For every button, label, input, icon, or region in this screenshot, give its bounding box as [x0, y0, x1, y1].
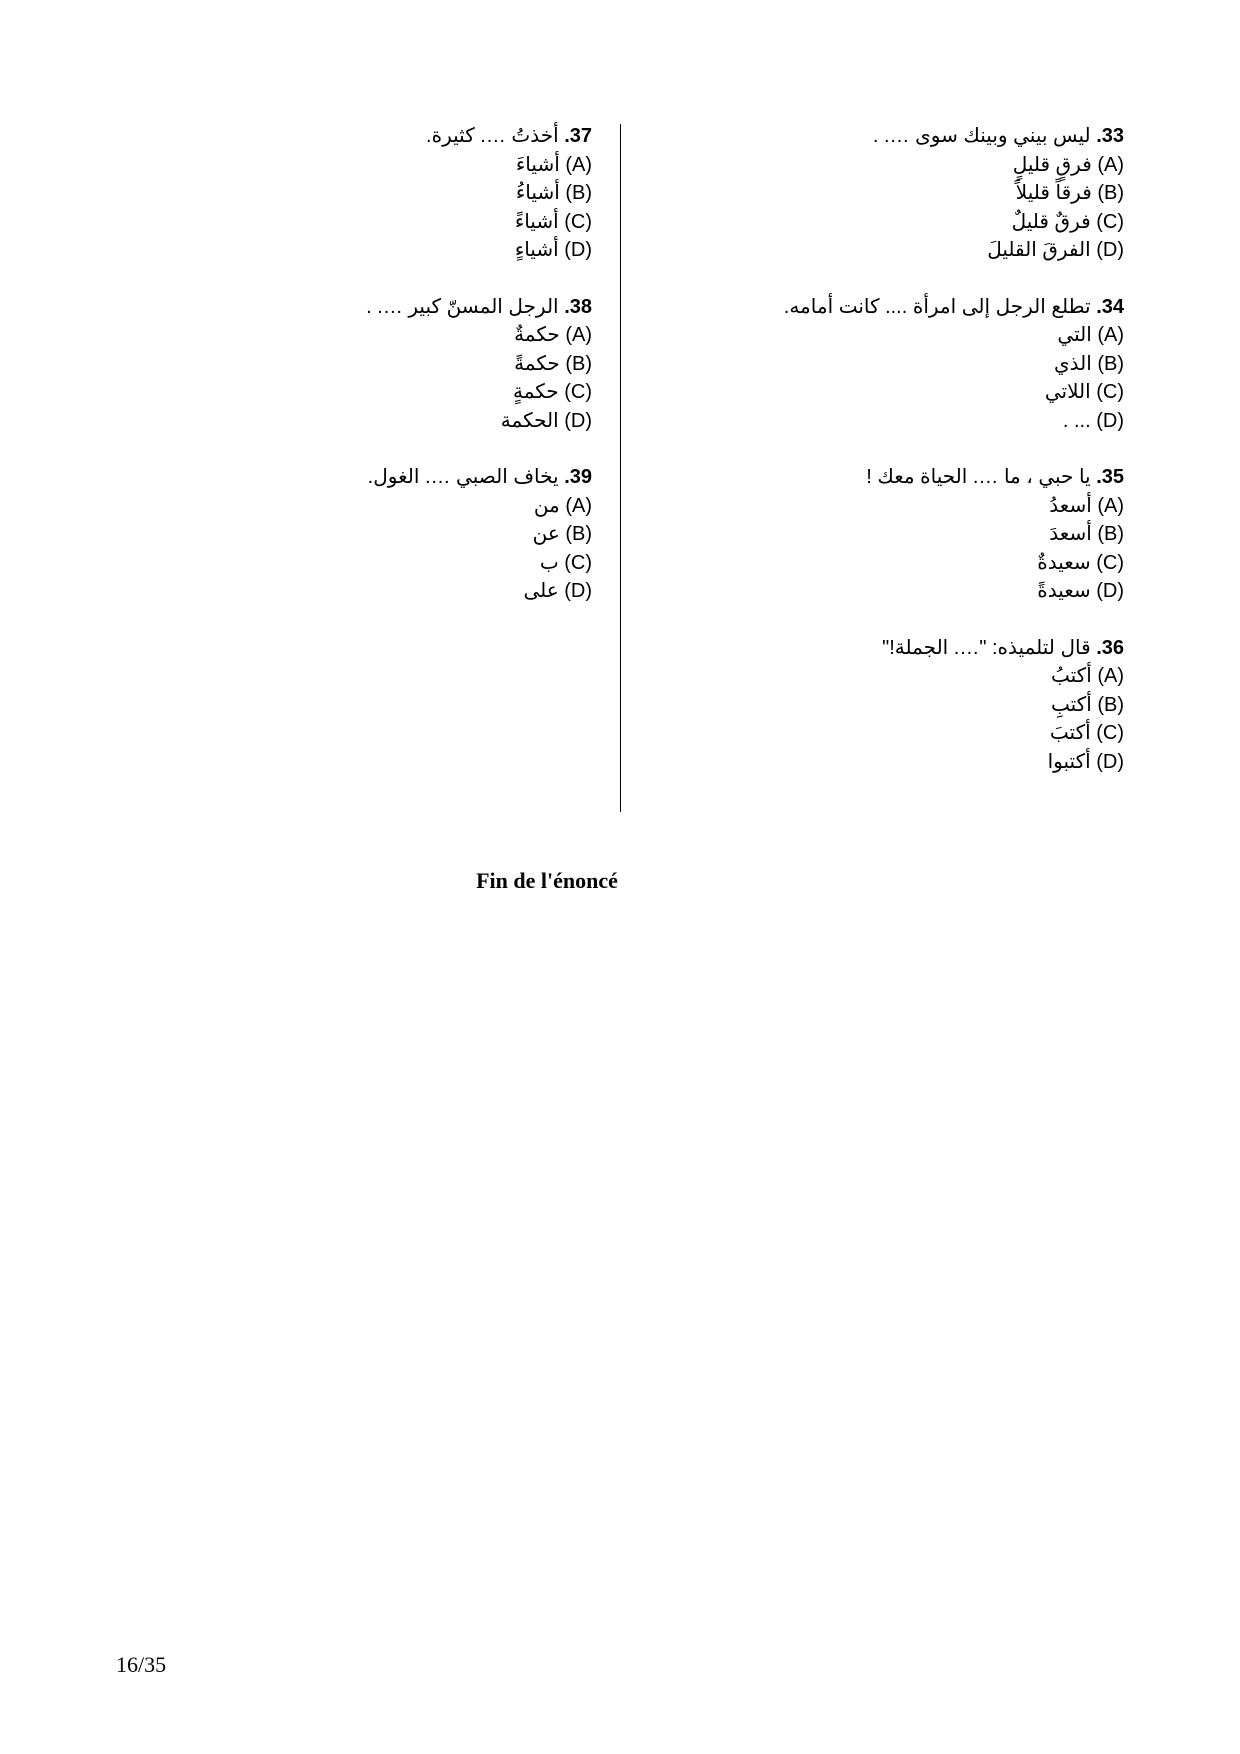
- end-title-text: Fin de l'énoncé: [476, 868, 618, 893]
- option-c: [192, 378, 592, 407]
- question-38: [192, 293, 592, 436]
- option-text: سعيدةٌ: [1037, 551, 1091, 574]
- option-text: أشياءَ: [515, 153, 560, 176]
- question-stem: [192, 122, 592, 151]
- question-37: [192, 122, 592, 265]
- option-b: [624, 691, 1124, 720]
- question-number: 38.: [564, 295, 592, 318]
- option-text: ب: [539, 551, 559, 574]
- question-text: ليس بيني وبينك سوى …. .: [872, 125, 1091, 147]
- option-text: أشياءٍ: [514, 239, 559, 261]
- question-text: يخاف الصبي …. الغول.: [367, 466, 559, 488]
- option-b: [624, 179, 1124, 208]
- questions-column-left: [192, 122, 592, 634]
- question-stem: [192, 293, 592, 322]
- question-number: 34.: [1096, 295, 1124, 318]
- option-label: (D): [564, 409, 592, 432]
- option-c: [624, 378, 1124, 407]
- option-label: (A): [1097, 153, 1124, 176]
- option-label: (C): [564, 381, 592, 403]
- option-text: على: [523, 580, 559, 602]
- option-text: أكتبوا: [1047, 750, 1091, 773]
- option-text: عن: [532, 523, 560, 545]
- option-text: فرقٍ قليلٍ: [1012, 153, 1092, 176]
- option-b: [192, 179, 592, 208]
- question-text: يا حبي ، ما …. الحياة معك !: [866, 466, 1091, 488]
- option-d: [192, 236, 592, 265]
- option-d: [192, 577, 592, 606]
- option-label: (C): [564, 551, 592, 574]
- questions-column-right: [624, 122, 1124, 804]
- question-stem: [624, 634, 1124, 663]
- question-number: 37.: [564, 125, 592, 147]
- option-text: التي: [1057, 324, 1092, 346]
- option-b: [624, 350, 1124, 379]
- question-number: 35.: [1096, 466, 1124, 488]
- question-number: 33.: [1096, 125, 1124, 147]
- question-number: 39.: [564, 466, 592, 488]
- option-text: أشياءُ: [515, 182, 560, 204]
- option-c: [192, 208, 592, 237]
- option-text: الحكمة: [500, 409, 559, 432]
- option-text: من: [533, 494, 560, 517]
- option-label: (A): [565, 153, 592, 176]
- option-label: (D): [1096, 239, 1124, 261]
- option-label: (B): [565, 182, 592, 204]
- option-a: [192, 321, 592, 350]
- option-text: الذي: [1053, 352, 1092, 375]
- question-text: أخذتُ …. كثيرة.: [426, 125, 559, 147]
- option-text: أكتبِ: [1051, 693, 1092, 716]
- option-d: [624, 577, 1124, 606]
- option-label: (A): [1097, 324, 1124, 346]
- option-label: (B): [1097, 523, 1124, 545]
- option-text: سعيدةً: [1037, 580, 1091, 602]
- option-text: أشياءً: [514, 210, 559, 233]
- option-label: (D): [1096, 409, 1124, 432]
- option-c: [624, 208, 1124, 237]
- option-a: [192, 151, 592, 180]
- option-text: حكمةٌ: [514, 324, 560, 346]
- option-label: (A): [1097, 494, 1124, 517]
- option-text: أسعدُ: [1049, 494, 1092, 517]
- option-text: حكمةً: [514, 352, 560, 375]
- option-a: [192, 492, 592, 521]
- end-of-statement-title: [0, 868, 1240, 894]
- option-label: (D): [1096, 580, 1124, 602]
- option-label: (A): [1097, 665, 1124, 687]
- option-d: [192, 407, 592, 436]
- option-label: (C): [1096, 722, 1124, 744]
- question-text: الرجل المسنّ كبير …. .: [366, 295, 559, 318]
- option-label: (B): [1097, 352, 1124, 375]
- option-text: أكتبَ: [1049, 722, 1091, 744]
- page-number: 16/35: [116, 1652, 167, 1677]
- option-d: [624, 407, 1124, 436]
- option-b: [624, 520, 1124, 549]
- option-text: أكتبُ: [1051, 665, 1092, 687]
- question-36: [624, 634, 1124, 777]
- question-stem: [624, 463, 1124, 492]
- question-39: [192, 463, 592, 606]
- option-label: (D): [1096, 750, 1124, 773]
- question-number: 36.: [1096, 636, 1124, 659]
- question-text: تطلع الرجل إلى امرأة .... كانت أمامه.: [783, 295, 1091, 318]
- option-a: [624, 492, 1124, 521]
- column-divider: [620, 124, 621, 812]
- option-b: [192, 520, 592, 549]
- option-label: (C): [1096, 551, 1124, 574]
- question-34: [624, 293, 1124, 436]
- option-c: [624, 549, 1124, 578]
- option-label: (B): [565, 352, 592, 375]
- option-d: [624, 748, 1124, 777]
- question-33: [624, 122, 1124, 265]
- option-text: حكمةٍ: [512, 381, 559, 403]
- question-35: [624, 463, 1124, 606]
- option-label: (B): [1097, 182, 1124, 204]
- option-c: [624, 719, 1124, 748]
- option-label: (D): [564, 239, 592, 261]
- option-d: [624, 236, 1124, 265]
- option-label: (B): [565, 523, 592, 545]
- option-text: ... .: [1062, 409, 1091, 432]
- option-label: (C): [1096, 210, 1124, 233]
- option-label: (A): [565, 324, 592, 346]
- question-stem: [624, 293, 1124, 322]
- option-label: (C): [564, 210, 592, 233]
- option-text: اللاتي: [1044, 381, 1091, 403]
- option-label: (D): [564, 580, 592, 602]
- question-stem: [624, 122, 1124, 151]
- option-label: (C): [1096, 381, 1124, 403]
- option-label: (B): [1097, 693, 1124, 716]
- option-label: (A): [565, 494, 592, 517]
- option-b: [192, 350, 592, 379]
- option-text: الفرقَ القليلَ: [987, 239, 1091, 261]
- option-a: [624, 321, 1124, 350]
- option-a: [624, 662, 1124, 691]
- option-text: فرقٌ قليلٌ: [1011, 210, 1091, 233]
- option-text: أسعدَ: [1049, 523, 1092, 545]
- question-text: قال لتلميذه: "…. الجملة!": [882, 636, 1091, 659]
- option-c: [192, 549, 592, 578]
- question-stem: [192, 463, 592, 492]
- option-text: فرقاً قليلاً: [1015, 182, 1092, 204]
- option-a: [624, 151, 1124, 180]
